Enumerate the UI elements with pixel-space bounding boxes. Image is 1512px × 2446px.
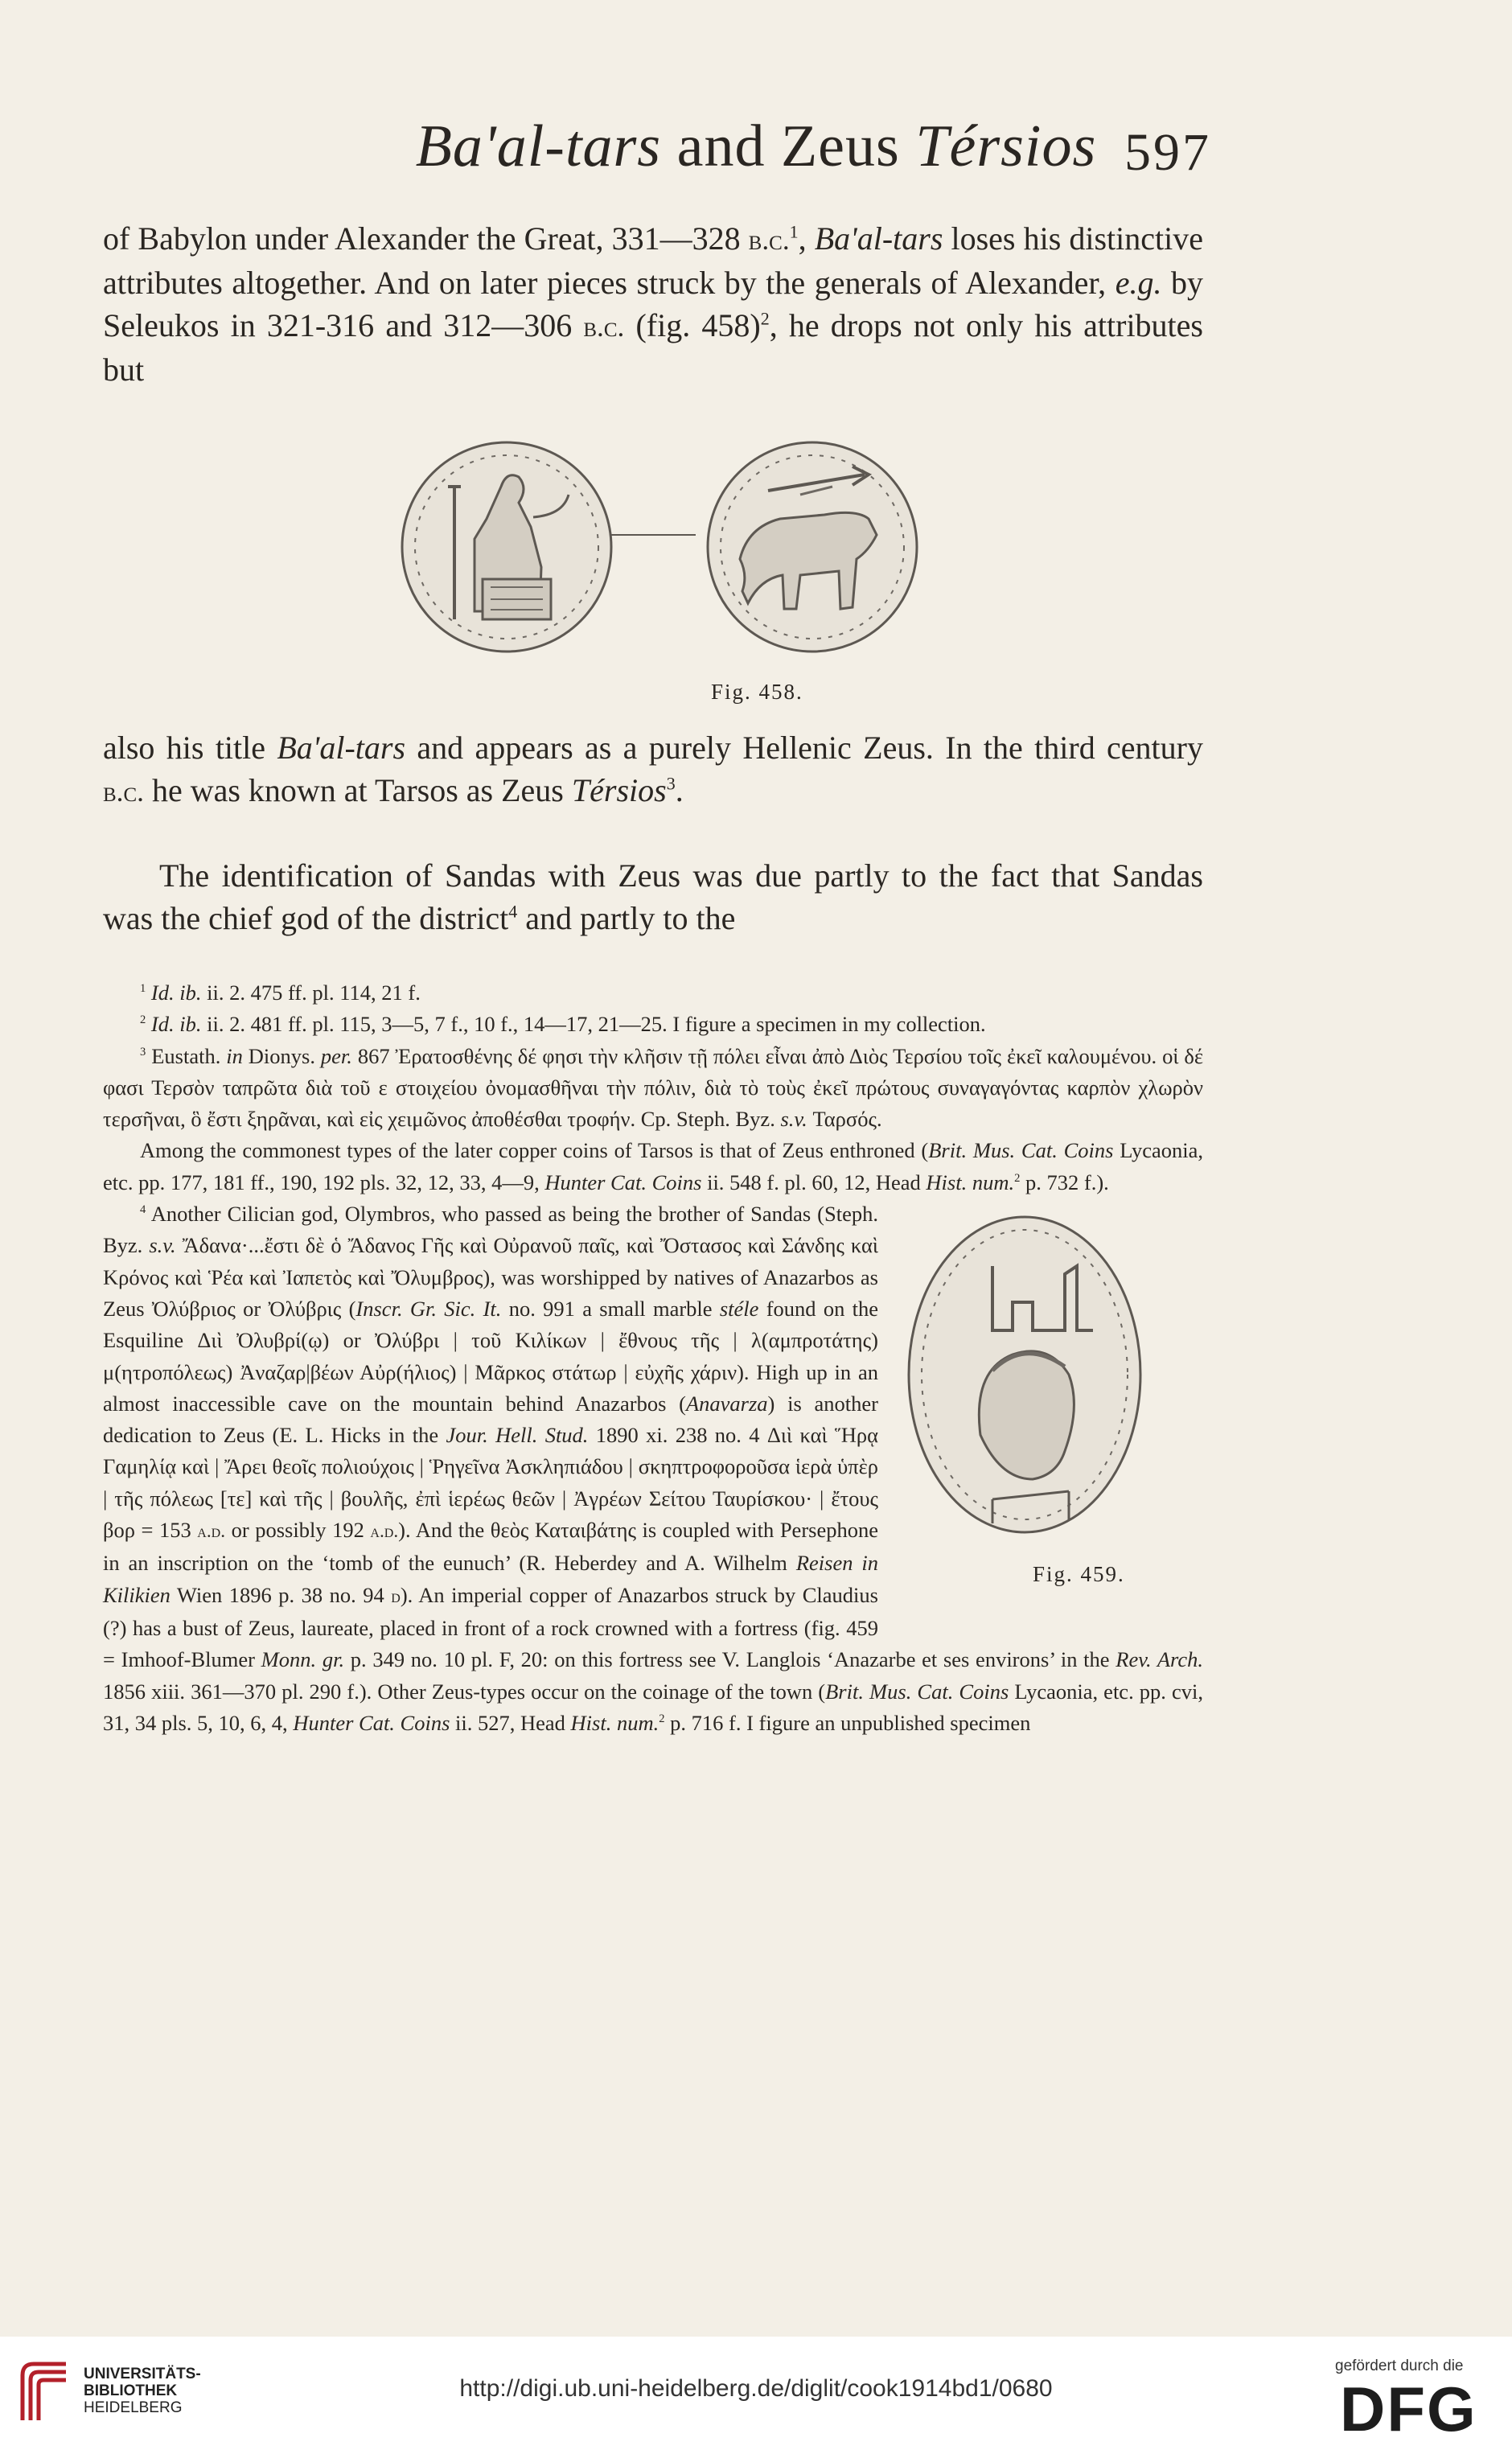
coin-458-obverse-image xyxy=(398,438,704,656)
body-paragraph-2: also his title Ba'al-tars and appears as a purely Hellenic Zeus. In the third century b.c. he was known at Tarsos as Zeus Térsios$^3$. xyxy=(103,730,1203,808)
footnote-4: Fig. 459. $^4$ Another Cilician god, Olymbros, who passed as being the brother of Sandas (Steph. Byz. s.v. Ἄδανα·...ἔστι δὲ ὁ Ἄδανος Γῆς καὶ Οὐρανοῦ παῖς, καὶ Ὄστασος καὶ Σάνδης καὶ Κρόνος καὶ Ῥέα καὶ Ἰαπετὸς καὶ Ὄλυμβρος), was worshipped by natives of Anazarbos as Zeus Ὀλύβριος or Ὀλύβρις (Inscr. Gr. Sic. It. no. 991 a small marble stéle found on the Esquiline Διὶ Ὀλυβρί(ῳ) or Ὀλύβρι | τοῦ Κιλίκων | ἔθνους τῆς | λ(αμπροτάτης) μ(ητροπόλεως) Ἀναζαρ|βέων Αὐρ(ήλιος) | Μᾶρκος στάτωρ | εὐχῆς χάριν). High up in an almost inaccessible cave on the mountain behind Anazarbos (Anavarza) is another dedication to Zeus (E. L. Hicks in the Jour. Hell. Stud. 1890 xi. 238 no. 4 Διὶ καὶ Ἥρᾳ Γαμηλίᾳ καὶ | Ἄρει θεοῖς πολιούχοις | Ῥηγεῖνα Ἀσκληπιάδου | σκηπτροφοροῦσα ἱερὰ ὑπὲρ | τῆς πόλεως [τε] καὶ τῆς | βουλῆς, ἐπὶ ἱερέως θεῶν | Ἀγρέων Σείτου Ταυρίσκου· | ἔτους βορ = 153 a.d. or possibly 192 a.d.). And the θεὸς Καταιβάτης is coupled with Persephone in an inscription on the ‘tomb of the eunuch’ (R. Heberdey and A. Wilhelm Reisen in Kilikien Wien 1896 p. 38 no. 94 d). An imperial copper of Anazarbos struck by Claudius (?) has a bust of Zeus, laureate, placed in front of a rock crowned with a fortress (fig. 459 = Imhoof-Blumer Monn. gr. p. 349 no. 10 pl. F, 20: on this fortress see V. Langlois ‘Anazarbe et ses environs’ in the Rev. Arch. 1856 xiii. 361—370 pl. 290 f.). Other Zeus-types occur on the coinage of the town (Brit. Mus. Cat. Coins Lycaonia, etc. pp. cvi, 31, 34 pls. 5, 10, 6, 4, Hunter Cat. Coins ii. 527, Head Hist. num.$^2$ p. 716 f. I figure an unpublished specimen xyxy=(103,1202,1204,1735)
page-header-title: Ba'al-tars and Zeus Térsios xyxy=(415,113,1097,179)
footer-bar xyxy=(0,2337,1512,2446)
dfg-logo: DFG xyxy=(1340,2374,1477,2444)
source-url-link[interactable]: http://digi.ub.uni-heidelberg.de/diglit/cook1914bd1/0680 xyxy=(459,2375,1053,2402)
footnote-2: $^2$ Id. ib. ii. 2. 481 ff. pl. 115, 3—5, 7 f., 10 f., 14—17, 21—25. I figure a specimen in my collection. xyxy=(140,1012,986,1037)
figure-459-caption: Fig. 459. xyxy=(1033,1562,1125,1587)
figure-459 xyxy=(896,1210,1203,1622)
funded-by-label: gefördert durch die xyxy=(1335,2358,1464,2374)
body-paragraph-1: of Babylon under Alexander the Great, 331—328 b.c.$^1$, Ba'al-tars loses his distinctive attributes altogether. And on later pieces struck by the generals of Alexander, e.g. by Seleukos in 321-316 and 312—306 b.c. (fig. 458)$^2$, he drops not only his attributes but xyxy=(103,220,1204,388)
footnote-3-continued: Among the commonest types of the later copper coins of Tarsos is that of Zeus enthroned (Brit. Mus. Cat. Coins Lycaonia, etc. pp. 177, 181 ff., 190, 192 pls. 32, 12, 33, 4—9, Hunter Cat. Coins ii. 548 f. pl. 60, 12, Head Hist. num.$^2$ p. 732 f.). xyxy=(103,1138,1203,1194)
university-library-name: UNIVERSITÄTS- BIBLIOTHEK HEIDELBERG xyxy=(84,2366,201,2416)
figure-458-caption: Fig. 458. xyxy=(711,680,803,704)
footnotes xyxy=(103,977,1203,1739)
coin-458-reverse-image xyxy=(704,438,921,656)
page-number: 597 xyxy=(1124,123,1211,182)
footnote-1: $^1$ Id. ib. ii. 2. 475 ff. pl. 114, 21 f. xyxy=(140,980,421,1005)
body-paragraph-3: The identification of Sandas with Zeus was due partly to the fact that Sandas was the chief god of the district$^4$ and partly to the xyxy=(103,857,1203,936)
coin-459-image xyxy=(904,1210,1145,1540)
footnote-3: $^3$ Eustath. in Dionys. per. 867 Ἐρατοσθένης δέ φησι τὴν κλῆσιν τῇ πόλει εἶναι ἀπὸ Διὸς Τερσίου τοῖς ἐκεῖ καλουμένου. οἱ δέ φασι Τερσὸν ταπρῶτα διὰ τοῦ ε στοιχείου ὀνομασθῆναι τὴν πόλιν, διὰ τὸ τοὺς ἐκεῖ πρώτους συναγαγόντας καρπὸν χλωρὸν τερσῆναι, ὃ ἔστι ξηρᾶναι, καὶ εἰς χειμῶνος ἀποθέσθαι τροφήν. Cp. Steph. Byz. s.v. Ταρσός. xyxy=(103,1043,1203,1132)
